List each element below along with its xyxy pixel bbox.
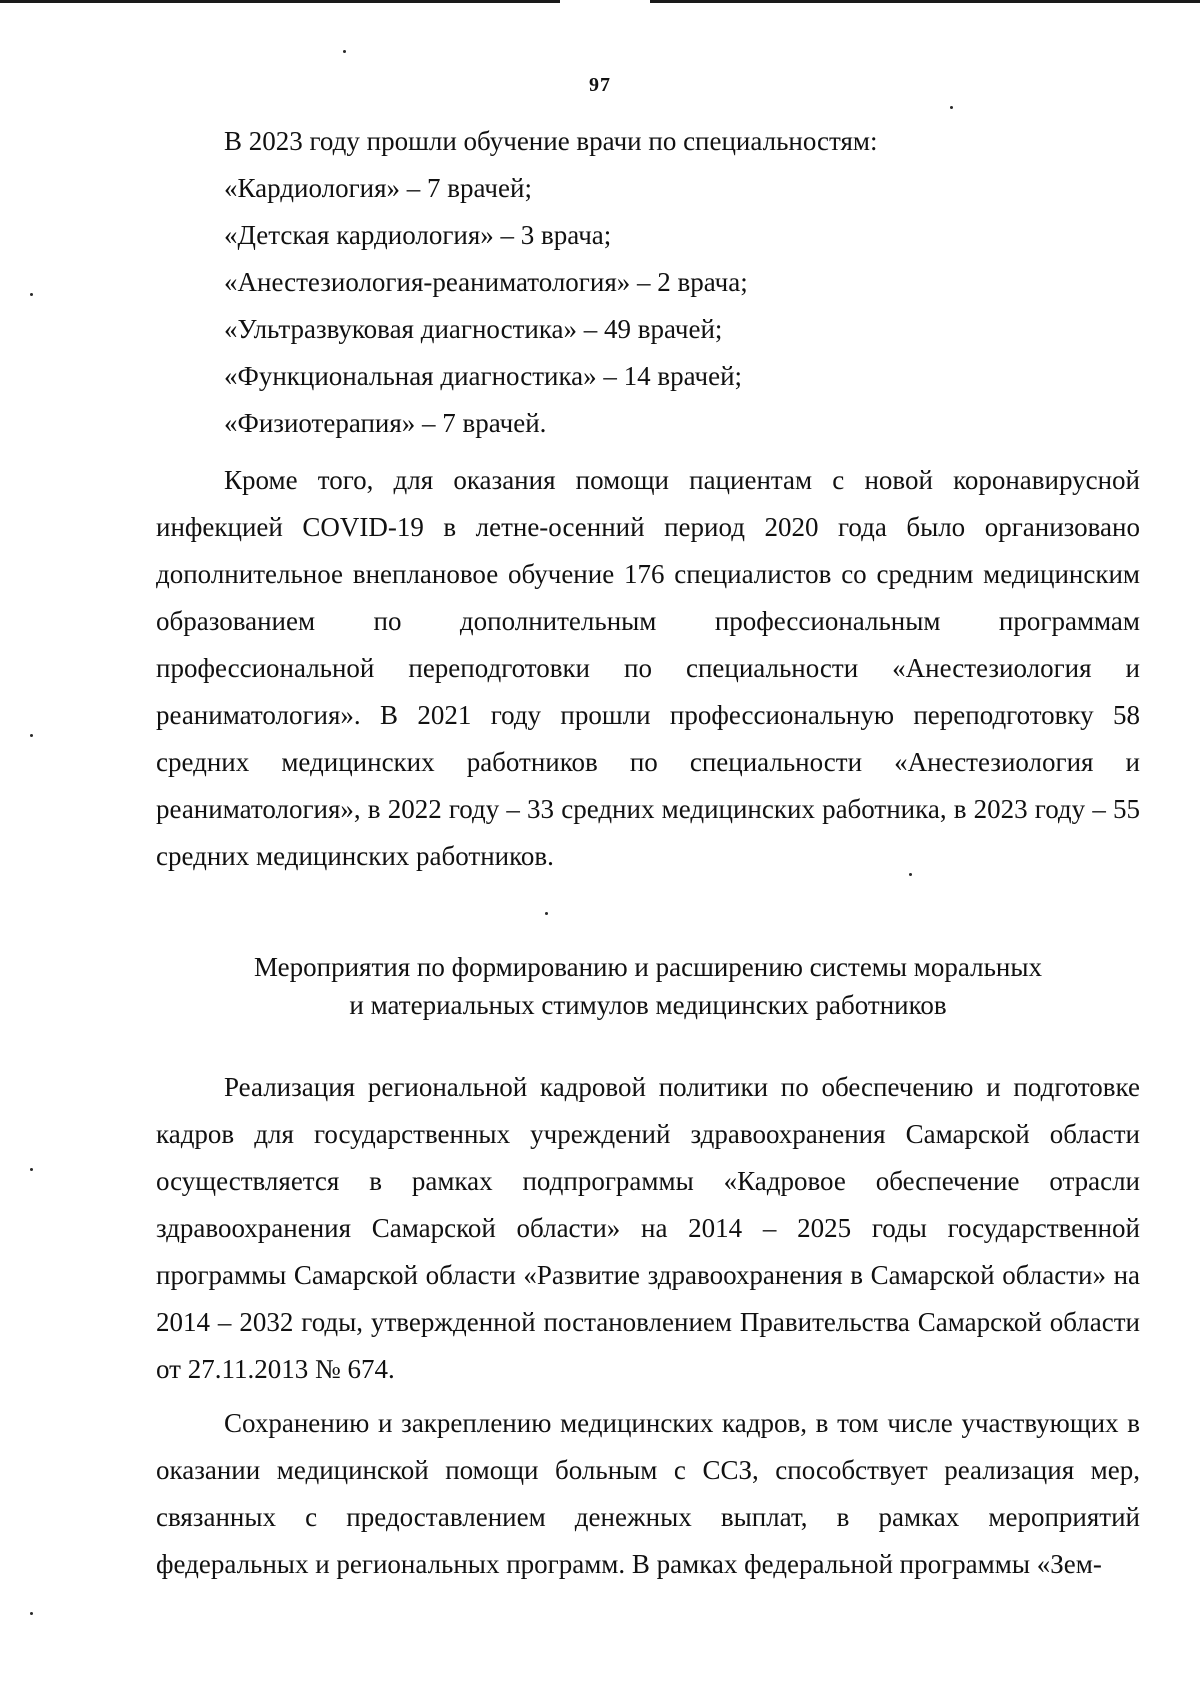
page-number: 97 [589,74,611,96]
section-heading-line: Мероприятия по формированию и расширению системы моральных [254,952,1042,982]
training-list-intro: В 2023 году прошли обучение врачи по специальностям: [224,126,878,156]
list-item: «Физиотерапия» – 7 врачей. [224,408,547,438]
list-item: «Ультразвуковая диагностика» – 49 врачей; [224,314,723,344]
scan-speck [30,1612,33,1615]
scan-speck [30,734,33,737]
list-item: «Кардиология» – 7 врачей; [224,173,532,203]
scan-speck [30,1168,33,1171]
top-border-line [0,0,560,3]
paragraph-regional-policy: Реализация региональной кадровой политики по обеспечению и подготовке кадров для государственных учреждений здравоохранения Самарской области осуществляется в рамках подпрограммы «Кадровое обеспечение отрасли здравоохранения Самарской области» на 2014 – 2025 годы государственной программы Самарской области «Развитие здравоохранения в Самарской области» на 2014 – 2032 годы, утвержденной постановлением Правительства Самарской области от 27.11.2013 № 674. [156,1072,1140,1384]
training-list [156,118,1140,447]
paragraph-retention: Сохранению и закреплению медицинских кадров, в том числе участвующих в оказании медицинской помощи больным с ССЗ, способствует реализация мер, связанных с предоставлением денежных выплат, в рамках мероприятий федеральных и региональных программ. В рамках федеральной программы «Зем- [156,1408,1140,1579]
list-item: «Функциональная диагностика» – 14 врачей; [224,361,743,391]
paragraph-covid-training: Кроме того, для оказания помощи пациентам с новой коронавирусной инфекцией COVID-19 в летне-осенний период 2020 года было организовано дополнительное внеплановое обучение 176 специалистов со средним медицинским образованием по дополнительным профессиональным программам профессиональной переподготовки по специальности «Анестезиология и реаниматология». В 2021 году прошли профессиональную переподготовку 58 средних медицинских работников по специальности «Анестезиология и реаниматология», в 2022 году – 33 средних медицинских работника, в 2023 году – 55 средних медицинских работников. [156,465,1140,871]
list-item: «Детская кардиология» – 3 врача; [224,220,612,250]
list-item: «Анестезиология-реаниматология» – 2 врача; [224,267,748,297]
scan-speck [545,912,548,915]
section-heading [156,948,1140,1024]
scan-speck [343,50,346,53]
section-heading-line: и материальных стимулов медицинских работников [349,990,947,1020]
scan-speck [950,106,953,109]
top-border-line [650,0,1200,3]
scan-speck [30,293,33,296]
